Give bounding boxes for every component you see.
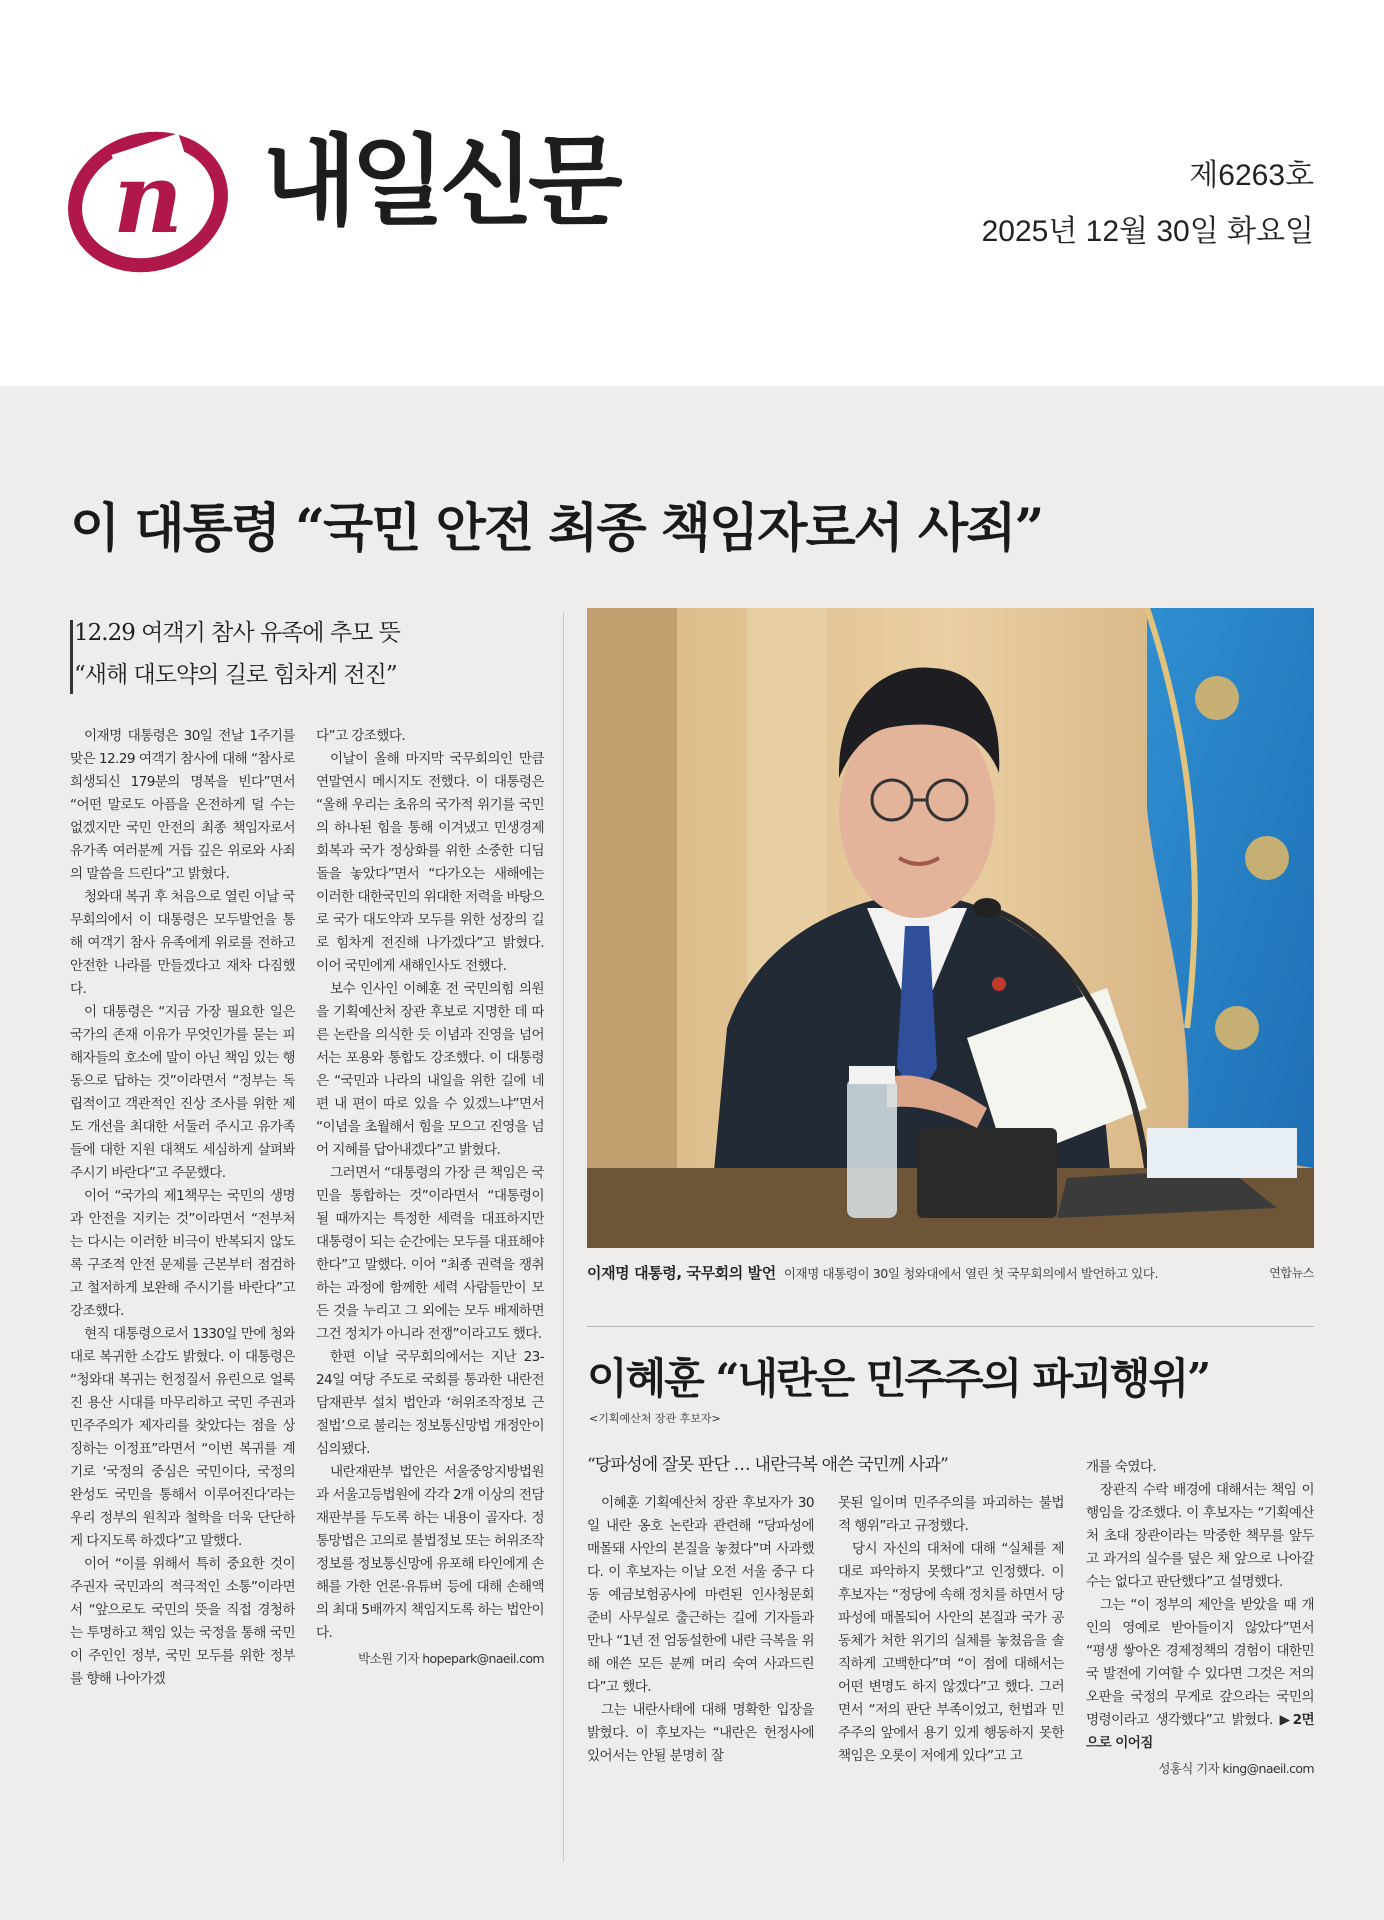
article2-label: <기획예산처 장관 후보자>	[589, 1412, 721, 1425]
subhead-bar	[70, 620, 73, 694]
paragraph: 이어 “이를 위해서 특히 중요한 것이 주권자 국민과의 적극적인 소통”이라면서 “앞으로도 국민의 뜻을 직접 경청하는 투명하고 책임 있는 국정을 통해 국민이 주인인 정부, 국민 모두를 위한 정부를 향해 나아가겠	[70, 1556, 295, 1687]
paragraph: 그는 내란사태에 대해 명확한 입장을 밝혔다. 이 후보자는 “내란은 헌정사에 있어서는 안될 분명히 잘	[587, 1702, 814, 1764]
article1-column-1	[70, 725, 295, 1865]
masthead	[0, 0, 1384, 386]
paragraph: 개를 숙였다.	[1086, 1459, 1157, 1475]
paragraph: 못된 일이며 민주주의를 파괴하는 불법적 행위”라고 규정했다.	[838, 1495, 1064, 1534]
subhead-line-2: “새해 대도약의 길로 힘차게 전진”	[74, 662, 397, 688]
photo-caption	[587, 1262, 1314, 1283]
main-headline: 이 대통령 “국민 안전 최종 책임자로서 사죄”	[70, 498, 1043, 559]
naeil-logo-icon	[68, 128, 228, 273]
paragraph: 다”고 강조했다.	[316, 728, 406, 744]
caption-title: 이재명 대통령, 국무회의 발언	[587, 1264, 776, 1282]
issue-info	[982, 148, 1314, 260]
paragraph: 이 대통령은 “지금 가장 필요한 일은 국가의 존재 이유가 무엇인가를 묻는 피해자들의 호소에 말이 아닌 책임 있는 행동으로 답하는 것”이라면서 “정부는 독립적이고 객관적인 진상 조사를 위한 제도 개선을 최대한 서둘러 주시고 유가족들에 대한 지원 대책도 세심하게 살펴봐주시기 바란다”고 주문했다.	[70, 1004, 295, 1181]
photo-credit: 연합뉴스	[1269, 1266, 1314, 1280]
paragraph: 장관직 수락 배경에 대해서는 책임 이행임을 강조했다. 이 후보자는 “기획예산처 초대 장관이라는 막중한 책무를 앞두고 과거의 실수를 덮은 채 앞으로 나아갈 수는 없다고 판단했다”고 설명했다.	[1086, 1482, 1314, 1590]
paragraph	[1086, 1594, 1314, 1755]
paragraph: 보수 인사인 이혜훈 전 국민의힘 의원을 기획예산처 장관 후보로 지명한 데 따른 논란을 의식한 듯 이념과 진영을 넘어서는 포용와 통합도 강조했다. 이 대통령은 “국민과 나라의 내일을 위한 길에 네 편 내 편이 따로 있을 수 있겠느냐”면서 “이념을 초월해서 힘을 모으고 진영을 넘어 지혜를 답아내겠다”고 밝혔다.	[316, 981, 544, 1158]
article1-byline: 박소원 기자 hopepark@naeil.com	[358, 1651, 544, 1666]
article2-column-1	[587, 1492, 814, 1872]
article2-column-3	[1086, 1456, 1314, 1876]
issue-number: 제6263호	[1189, 159, 1314, 192]
paragraph: 이날이 올해 마지막 국무회의인 만큼 연말연시 메시지도 전했다. 이 대통령은 “올해 우리는 초유의 국가적 위기를 국민의 하나된 힘을 통해 이겨냈고 민생경제 회복과 국가 정상화를 위한 소중한 디딤돌을 놓았다”면서 “다가오는 새해에는 이러한 대한국민의 위대한 저력을 바탕으로 국가 대도약과 모두를 위한 성장의 길로 힘차게 전진해 나가겠다”고 밝혔다. 이어 국민에게 새해인사도 전했다.	[316, 751, 544, 974]
front-page	[0, 386, 1384, 1920]
caption-text: 이재명 대통령이 30일 청와대에서 열린 첫 국무회의에서 발언하고 있다.	[783, 1266, 1159, 1281]
paragraph-text: 그는 “이 정부의 제안을 받았을 때 개인의 영예로 받아들이지 않았다”면서 “평생 쌓아온 경제정책의 경험이 대한민국 발전에 기여할 수 있다면 그것은 저의 오판을 국정의 무게로 갚으라는 국민의 명령이라고 생각했다”고 밝혔다.	[1086, 1597, 1314, 1728]
paragraph: 내란재판부 법안은 서울중앙지방법원과 서울고등법원에 각각 2개 이상의 전담재판부를 두도록 하는 내용이 골자다. 정통망법은 고의로 불법정보 또는 허위조작정보를 정보통신망에 유포해 타인에게 손해를 가한 언론·유튜버 등에 대해 손해액의 최대 5배까지 책임지도록 하는 법안이다.	[316, 1464, 544, 1641]
paragraph: 현직 대통령으로서 1330일 만에 청와대로 복귀한 소감도 밝혔다. 이 대통령은 “청와대 복귀는 헌정질서 유린으로 얼룩진 용산 시대를 마무리하고 국민 주권과 민주주의가 제자리를 찾았다는 점을 상징하는 이정표”라면서 “이번 복귀를 계기로 ‘국정의 중심은 국민이다, 국정의 완성도 국민을 통해서 이루어진다’라는 우리 정부의 원칙과 철학을 더욱 단단하게 다지도록 하겠다”고 말했다.	[70, 1326, 295, 1549]
svg-text:n: n	[113, 142, 183, 255]
paragraph: 이어 “국가의 제1책무는 국민의 생명과 안전을 지키는 것”이라면서 “전부처는 다시는 이러한 비극이 반복되지 않도록 구조적 안전 문제를 근본부터 점검하고 철저하게 보완해 주시기를 바란다”고 강조했다.	[70, 1188, 295, 1319]
paragraph: 당시 자신의 대처에 대해 “실체를 제대로 파악하지 못했다”고 인정했다. 이 후보자는 “정당에 속해 정치를 하면서 당파성에 매몰되어 사안의 본질과 국가 공동체가 처한 위기의 실체를 놓쳤음을 솔직하게 고백한다”며 “이 점에 대해서는 어떤 변명도 하지 않겠다”고 했다. 그러면서 “저의 판단 부족이었고, 헌법과 민주주의 앞에서 용기 있게 행동하지 못한 책임은 오롯이 저에게 있다”고 고	[838, 1541, 1064, 1764]
continued-link[interactable]: ▶2면으로 이어짐	[1086, 1712, 1314, 1751]
article2-subhead: “당파성에 잘못 판단 … 내란극복 애쓴 국민께 사과”	[587, 1455, 949, 1475]
subhead-line-1: 12.29 여객기 참사 유족에 추모 뜻	[74, 620, 400, 646]
article2-headline: 이혜훈 “내란은 민주주의 파괴행위”	[587, 1354, 1210, 1403]
paragraph: 그러면서 “대통령의 가장 큰 책임은 국민을 통합하는 것”이라면서 “대통령이 될 때까지는 특정한 세력을 대표하지만 대통령이 되는 순간에는 모두를 대표해야 한다”고 말했다. 이어 “최종 권력을 쟁취하는 과정에 함께한 세력 사람들만이 모든 것을 누리고 그 외에는 모두 배제하면 그건 정치가 아니라 전쟁”이라고도 했다.	[316, 1165, 544, 1342]
article1-column-2	[316, 725, 544, 1865]
newspaper-title: 내일신문	[262, 125, 617, 239]
paragraph: 이재명 대통령은 30일 전날 1주기를 맞은 12.29 여객기 참사에 대해 “참사로 희생되신 179분의 명복을 빈다”면서 “어떤 말로도 아픔을 온전하게 덜 수는 없겠지만 국민 안전의 최종 책임자로서 유가족 여러분께 거듭 깊은 위로와 사죄의 말씀을 드린다”고 밝혔다.	[70, 728, 295, 882]
article1-subhead	[70, 612, 540, 696]
paragraph: 한편 이날 국무회의에서는 지난 23-24일 여당 주도로 국회를 통과한 내란전담재판부 설치 법안과 ‘허위조작정보 근절법’으로 불리는 정보통신망법 개정안이 심의됐다.	[316, 1349, 544, 1457]
section-divider	[587, 1326, 1314, 1327]
article2-byline: 성홍식 기자 king@naeil.com	[1158, 1761, 1314, 1776]
paragraph: 이혜훈 기획예산처 장관 후보자가 30일 내란 옹호 논란과 관련해 “당파성에 매몰돼 사안의 본질을 놓쳤다”며 사과했다. 이 후보자는 이날 오전 서울 중구 다동 예금보험공사에 마련된 인사청문회 준비 사무실로 출근하는 길에 기자들과 만나 “1년 전 엄동설한에 내란 극복을 위해 애쓴 모든 분께 머리 숙여 사과드린다”고 했다.	[587, 1495, 814, 1695]
article2-column-2	[838, 1492, 1064, 1872]
column-divider	[563, 612, 564, 1862]
paragraph: 청와대 복귀 후 처음으로 열린 이날 국무회의에서 이 대통령은 모두발언을 통해 여객기 참사 유족에게 위로를 전하고 안전한 나라를 만들겠다고 재차 다짐했다.	[70, 889, 295, 997]
president-photo	[587, 608, 1314, 1248]
issue-date: 2025년 12월 30일 화요일	[981, 215, 1314, 248]
